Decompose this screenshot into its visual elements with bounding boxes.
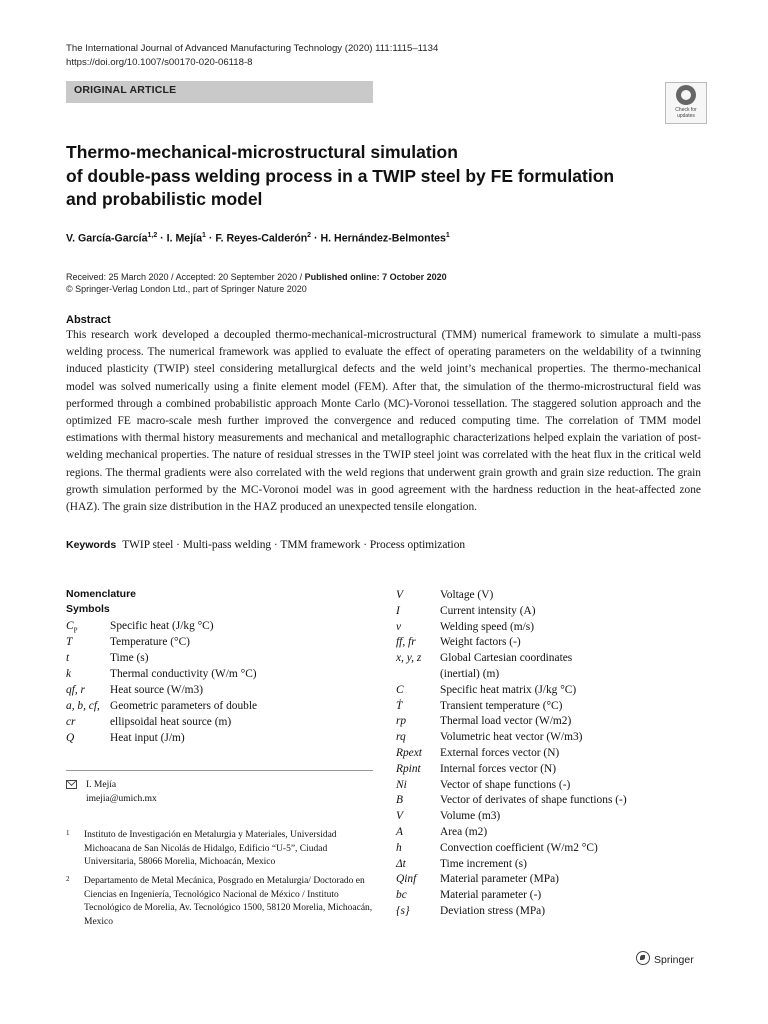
symbol-description: Specific heat matrix (J/kg °C) xyxy=(440,683,577,696)
corresponding-email[interactable]: imejia@umich.mx xyxy=(86,794,157,804)
symbol-description: Vector of shape functions (-) xyxy=(440,778,571,791)
copyright: © Springer-Verlag London Ltd., part of Springer Nature 2020 xyxy=(66,284,307,294)
author-affiliation: 1,2 xyxy=(147,232,158,239)
symbol: Δt xyxy=(396,857,406,870)
divider xyxy=(66,770,373,771)
symbol: Rpext xyxy=(396,747,422,759)
keywords-label: Keywords xyxy=(66,539,117,551)
symbol-description: Geometric parameters of double xyxy=(110,700,258,712)
author-name[interactable]: I. Mejía xyxy=(166,232,202,245)
abstract-heading: Abstract xyxy=(66,314,111,326)
author-name[interactable]: V. García-García xyxy=(66,232,148,245)
symbol-description: Deviation stress (MPa) xyxy=(440,905,546,917)
symbol: {s} xyxy=(396,905,410,917)
symbol-description: Volumetric heat vector (W/m3) xyxy=(440,731,583,744)
symbol-description: Internal forces vector (N) xyxy=(440,762,557,775)
symbol: qf, r xyxy=(66,684,85,696)
mail-icon xyxy=(66,780,77,789)
nomenclature-heading xyxy=(66,587,136,617)
symbol-description: Time (s) xyxy=(110,652,149,664)
springer-logo-icon xyxy=(636,951,650,965)
author-name[interactable]: F. Reyes-Calderón xyxy=(215,232,308,245)
badge-label: Check for updates xyxy=(675,107,697,119)
nomenclature-title: Nomenclature xyxy=(66,588,137,600)
published-online: Published online: 7 October 2020 xyxy=(304,272,447,282)
symbol-description: Material parameter (-) xyxy=(440,889,542,902)
symbol-description: Welding speed (m/s) xyxy=(440,620,534,633)
symbols-subtitle: Symbols xyxy=(66,603,110,615)
affiliation-text: Instituto de Investigación en Metalurgia y Materiales, Universidad Michoacana de San Nicolás de Hidalgo, Edificio “U-5”, Ciudad Universitaria, 58066 Morelia, Michoacán, Mexico xyxy=(84,830,337,868)
title-line: and probabilistic model xyxy=(66,189,263,209)
author-name[interactable]: H. Hernández-Belmontes xyxy=(320,232,446,245)
symbol-description: Global Cartesian coordinates xyxy=(440,652,573,665)
title-line: of double-pass welding process in a TWIP steel by FE formulation xyxy=(66,165,615,186)
check-for-updates-badge[interactable] xyxy=(665,82,707,124)
symbol-description: Thermal load vector (W/m2) xyxy=(440,715,572,728)
symbol: bc xyxy=(396,889,407,902)
affiliation-number: 2 xyxy=(66,875,70,883)
section-label: ORIGINAL ARTICLE xyxy=(74,84,177,96)
symbol: h xyxy=(396,841,402,854)
symbol: B xyxy=(396,794,403,807)
journal-header xyxy=(66,42,438,70)
symbol: V xyxy=(396,810,403,823)
symbol-description: Thermal conductivity (W/m °C) xyxy=(110,668,257,680)
symbol-description: Transient temperature (°C) xyxy=(440,699,563,712)
section-banner xyxy=(66,81,373,103)
corresponding-author: I. Mejía xyxy=(86,780,117,790)
publication-dates xyxy=(66,271,447,295)
publisher-name: Springer xyxy=(654,954,694,966)
symbol: Ni xyxy=(396,778,407,791)
symbol-description: Material parameter (MPa) xyxy=(440,873,559,886)
symbol: v xyxy=(396,620,402,633)
symbol: $C_P$ xyxy=(66,620,78,635)
symbol-description: Vector of derivates of shape functions (-) xyxy=(440,794,627,807)
symbol: rp xyxy=(396,715,407,728)
author-affiliation: 1 xyxy=(201,232,206,239)
symbol: I xyxy=(396,604,400,617)
symbol: Rpint xyxy=(396,762,421,775)
symbol: a, b, cf, xyxy=(66,700,100,712)
symbol-description: Volume (m3) xyxy=(440,810,501,823)
publisher-footer xyxy=(636,951,694,966)
symbol: k xyxy=(66,668,72,680)
symbol-description: Temperature (°C) xyxy=(110,636,190,648)
symbol: Qinf xyxy=(396,873,417,886)
symbol-description: ellipsoidal heat source (m) xyxy=(110,716,232,728)
symbol-description: Area (m2) xyxy=(440,826,488,838)
affiliation-text: Departamento de Metal Mecánica, Posgrado en Metalurgia/ Doctorado en Ciencias en Ingeniería, Tecnológico Nacional de México / Instituto Tecnológico de Morelia, Av. Tecnológico 1500, 58120 Morelia, Michoacán, Mexico xyxy=(84,876,373,927)
symbol-description: Weight factors (-) xyxy=(440,636,521,649)
update-icon xyxy=(676,85,696,105)
title-line: Thermo-mechanical-microstructural simulation xyxy=(66,142,458,162)
symbol: Q xyxy=(66,732,75,744)
received-accepted: Received: 25 March 2020 / Accepted: 20 September 2020 / xyxy=(66,272,305,282)
symbol-description: (inertial) (m) xyxy=(440,668,500,680)
symbol-description: Heat source (W/m3) xyxy=(110,684,203,696)
journal-citation: The International Journal of Advanced Manufacturing Technology (2020) 111:1115–1134 xyxy=(66,43,439,54)
author-affiliation: 2 xyxy=(307,232,312,239)
correspondence xyxy=(66,778,157,806)
symbol: ff, fr xyxy=(396,636,416,649)
affiliation-number: 1 xyxy=(66,829,70,837)
symbol: V xyxy=(396,589,403,601)
symbol: cr xyxy=(66,716,76,728)
keywords xyxy=(66,539,465,551)
abstract-text: This research work developed a decoupled thermo-mechanical-microstructural (TMM) numerical framework to simulate a multi-pass welding process. The numerical framework was applied to evaluate the effect of operating parameters on the weldability of a twinning induced plasticity (TWIP) steel considering metallurgical defects and the weld joint’s mechanical properties. The thermo-mechanical model was solved numerically using a finite element model (FEM). After that, the simulation of the thermo-microstructural field was performed through a combined probabilistic approach Monte Carlo (MC)-Voronoi tessellation. The staggered solution approach and the optimized FE macro-scale mesh further improved the convergence and reduced computing time. The correlation of TMM model estimations with thermal history measurements and mechanical and metallographic characterizations helped explain the variation of post-welding mechanical properties. The nature of residual stresses in the TWIP steel joint was correlated with the heat flux in the critical weld regions. The thermal gradients were also correlated with the weld regions that underwent grain growth and grain size reduction. The grain growth simulation performed by the MC-Voronoi model was in good agreement with the hardness reduction in the heat-affected zone (HAZ). The grain size distribution in the HAZ produced an unexpected tensile elongation. xyxy=(66,329,701,514)
article-title xyxy=(66,141,666,212)
author-affiliation: 1 xyxy=(445,232,450,239)
symbol-description: Time increment (s) xyxy=(440,857,527,870)
symbol: C xyxy=(396,683,404,696)
symbol-description: External forces vector (N) xyxy=(440,747,560,759)
symbol: A xyxy=(396,826,403,838)
symbol: T xyxy=(66,636,73,648)
symbol-description: Convection coefficient (W/m2 °C) xyxy=(440,841,598,854)
symbol-description: Current intensity (A) xyxy=(440,604,536,617)
doi-link[interactable]: https://doi.org/10.1007/s00170-020-06118-8 xyxy=(66,57,253,68)
symbol: x, y, z xyxy=(396,652,422,665)
author-list: V. García-García$^{1,2}$ · I. Mejía$^1$ · F. Reyes-Calderón$^2$ · H. Hernández-Belmontes$^1$ xyxy=(66,232,450,245)
symbol: t xyxy=(66,652,70,664)
symbol-description: Specific heat (J/kg °C) xyxy=(110,620,214,632)
symbol: rq xyxy=(396,731,406,744)
symbol-description: Heat input (J/m) xyxy=(110,732,185,744)
symbol-description: Voltage (V) xyxy=(440,589,494,601)
keywords-text: TWIP steel · Multi-pass welding · TMM framework · Process optimization xyxy=(122,539,466,551)
symbol: Ṫ xyxy=(396,699,403,712)
